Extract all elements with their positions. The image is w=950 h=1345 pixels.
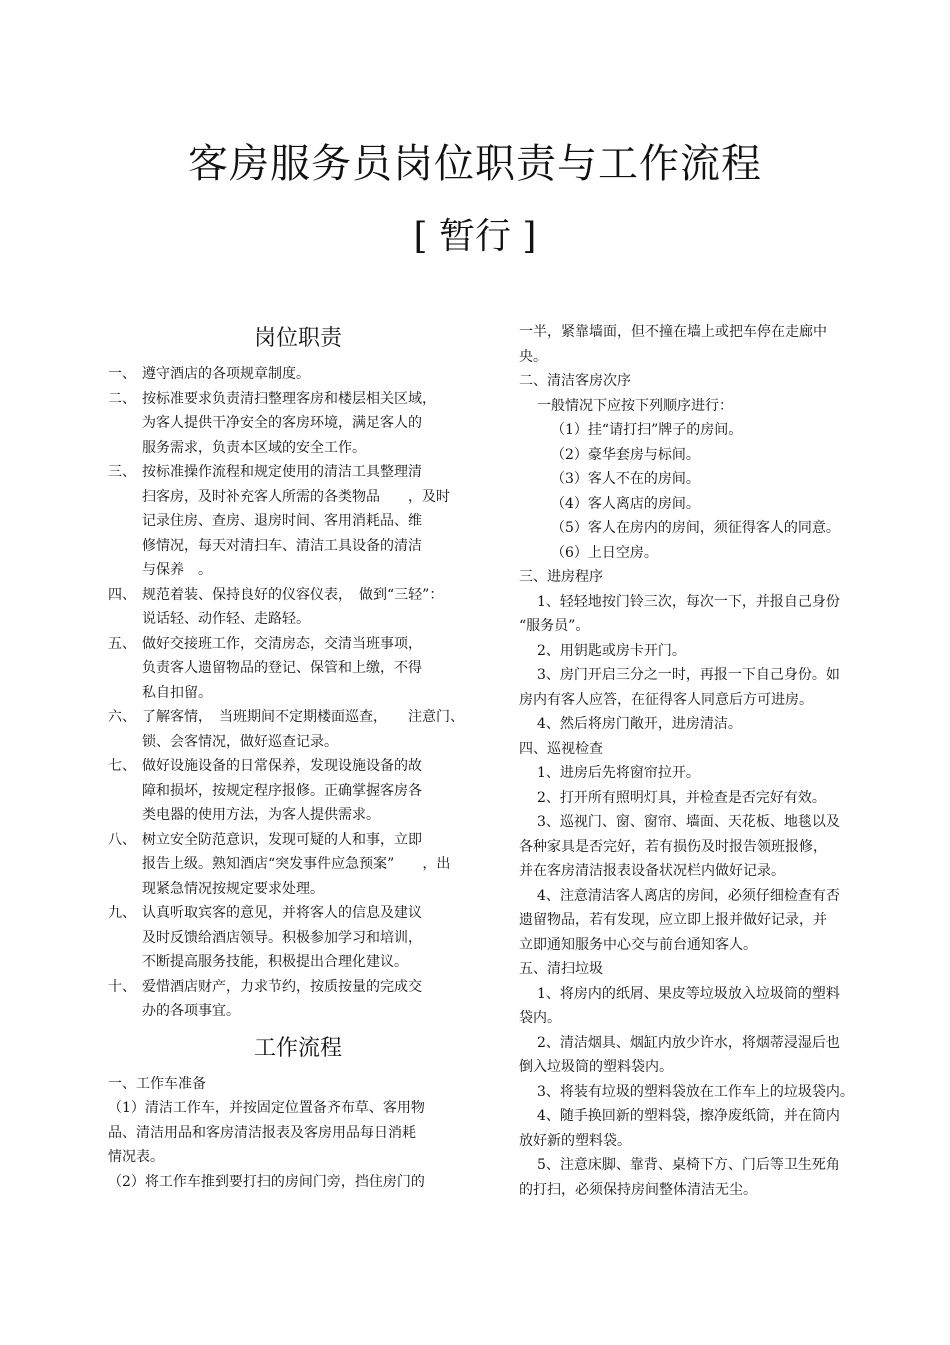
text-line: 2、用钥匙或房卡开门。 [537,642,686,659]
text-line: 4、注意清洁客人离店的房间，必须仔细检查有否 [537,887,840,904]
document-subtitle: [ 暂行 ] [413,216,537,257]
duty-line: 报告上级。熟知酒店“突发事件应急预案” ，出 [142,856,451,872]
section-heading-workflow: 工作流程 [253,1035,342,1061]
workflow-line: （1）清洁工作车，并按固定位置备齐布草、客用物 [108,1100,425,1116]
text-line: 3、将装有垃圾的塑料袋放在工作车上的垃圾袋内。 [537,1083,854,1100]
duty-text [142,754,488,828]
duty-line: 障和损坏，按规定程序报修。正确掌握客房各 [142,782,422,799]
text-line: （1）挂“请打扫”牌子的房间。 [551,422,743,438]
text-line: 1、轻轻地按门铃三次，每次一下，并报自己身份 [537,593,840,610]
duty-line: 现紧急情况按规定要求处理。 [142,880,324,897]
duty-number: 十、 [108,978,136,995]
duty-number: 三、 [108,464,136,480]
duty-item [108,901,488,975]
text-line: 并在客房清洁报表设备状况栏内做好记录。 [519,863,785,879]
duty-line: 为客人提供干净安全的客房环境，满足客人的 [142,415,422,431]
duty-item [108,460,488,583]
text-line: 2、清洁烟具、烟缸内放少许水，将烟蒂浸湿后也 [537,1034,840,1051]
text-line: 袋内。 [519,1010,561,1026]
text-line: 五、清扫垃圾 [519,961,603,977]
text-line: 各种家具是否完好，若有损伤及时报告领班报修， [519,838,827,855]
duty-line: 锁、会客情况，做好巡查记录。 [142,733,338,750]
text-line: 立即通知服务中心交与前台通知客人。 [519,936,757,953]
text-line: 1、进房后先将窗帘拉开。 [537,765,700,781]
duty-number: 二、 [108,390,136,407]
duty-line: 服务需求，负责本区域的安全工作。 [142,439,366,456]
duty-text [142,362,488,387]
duty-text [142,387,488,461]
duty-text [142,901,488,975]
duty-number: 六、 [108,709,136,725]
duty-text [142,705,488,754]
workflow-line: 情况表。 [108,1149,164,1165]
section-heading-duties: 岗位职责 [253,326,342,351]
duty-item [108,705,488,754]
duty-text [142,632,488,706]
duty-text [142,583,488,632]
text-line: “服务员”。 [519,618,590,634]
duty-line: 负责客人遗留物品的登记、保管和上缴，不得 [142,660,422,676]
text-line: 一半，紧靠墙面，但不撞在墙上或把车停在走廊中 [519,324,827,340]
duty-line: 及时反馈给酒店领导。积极参加学习和培训， [142,929,422,946]
duty-line: 树立安全防范意识，发现可疑的人和事，立即 [142,831,422,848]
duty-item [108,387,488,461]
duty-number: 七、 [108,758,136,774]
duty-line: 与保养 。 [142,562,212,578]
text-line: 4、随手换回新的塑料袋，擦净废纸筒，并在筒内 [537,1108,840,1124]
duty-line: 修情况，每天对清扫车、清洁工具设备的清洁 [142,537,422,554]
text-line: 倒入垃圾筒的塑料袋内。 [519,1059,673,1075]
workflow-line: （2）将工作车推到要打扫的房间门旁，挡住房门的 [108,1173,425,1190]
workflow-line: 品、清洁用品和客房清洁报表及客房用品每日消耗 [108,1124,416,1141]
text-line: 一般情况下应按下列顺序进行： [537,397,733,414]
duty-text [142,828,488,902]
text-line: （3）客人不在的房间。 [551,471,700,487]
document-title: 客房服务员岗位职责与工作流程 [188,141,762,187]
text-line: 二、清洁客房次序 [519,373,631,389]
duty-item [108,362,488,387]
duty-line: 按标准操作流程和规定使用的清洁工具整理清 [142,464,422,480]
duty-number: 八、 [108,831,136,848]
text-line: （6）上日空房。 [551,544,658,561]
text-line: 1、将房内的纸屑、果皮等垃圾放入垃圾筒的塑料 [537,985,840,1002]
right-column-text [519,320,869,1202]
duty-line: 记录住房、查房、退房时间、客用消耗品、维 [142,513,422,529]
text-line: 2、打开所有照明灯具，并检查是否完好有效。 [537,789,826,806]
duty-number: 九、 [108,905,136,921]
right-column [519,320,869,1202]
duty-line: 爱惜酒店财产，力求节约，按质按量的完成交 [142,978,422,995]
duty-number: 一、 [108,366,136,382]
duty-line: 了解客情， 当班期间不定期楼面巡查， 注意门、 [142,709,464,725]
left-column [108,320,488,1194]
duty-text [142,975,488,1024]
duty-item [108,583,488,632]
text-line: 遗留物品，若有发现，应立即上报并做好记录，并 [519,912,827,928]
text-line: 放好新的塑料袋。 [519,1132,631,1149]
text-line: 四、巡视检查 [519,740,603,757]
workflow-paragraph [108,1096,488,1194]
text-line: 3、房门开启三分之一时，再报一下自己身份。如 [537,667,840,683]
workflow-step-heading: 一、工作车准备 [108,1075,206,1092]
text-line: 的打扫，必须保持房间整体清洁无尘。 [519,1181,757,1198]
duties-list [108,362,488,1024]
duty-text [142,460,488,583]
text-line: 3、巡视门、窗、窗帘、墙面、天花板、地毯以及 [537,814,840,830]
duty-number: 五、 [108,635,136,652]
duty-line: 不断提高服务技能，积极提出合理化建议。 [142,954,408,970]
duty-line: 扫客房，及时补充客人所需的各类物品 ，及时 [142,488,450,505]
text-line: 5、注意床脚、靠背、桌椅下方、门后等卫生死角 [537,1157,840,1173]
duty-number: 四、 [108,586,136,603]
duty-line: 做好设施设备的日常保养，发现设施设备的故 [142,758,422,774]
duty-line: 认真听取宾客的意见，并将客人的信息及建议 [142,905,422,921]
duty-line: 类电器的使用方法，为客人提供需求。 [142,807,380,823]
duty-line: 做好交接班工作，交清房态，交清当班事项， [142,635,422,652]
duty-line: 私自扣留。 [142,684,212,701]
duty-item [108,828,488,902]
duty-item [108,754,488,828]
text-line: 三、进房程序 [519,569,603,585]
text-line: 4、然后将房门敞开，进房清洁。 [537,716,742,732]
duty-line: 遵守酒店的各项规章制度。 [142,366,310,382]
duty-line: 规范着装、保持良好的仪容仪表， 做到“三轻”： [142,586,444,603]
duty-line: 办的各项事宜。 [142,1003,240,1019]
text-line: （5）客人在房内的房间，须征得客人的同意。 [551,520,840,536]
duty-item [108,975,488,1024]
duty-item [108,632,488,706]
text-line: 央。 [519,348,547,365]
text-line: （2）豪华套房与标间。 [551,446,700,463]
text-line: 房内有客人应答，在征得客人同意后方可进房。 [519,691,813,708]
duty-line: 按标准要求负责清扫整理客房和楼层相关区域， [142,390,436,407]
duty-line: 说话轻、动作轻、走路轻。 [142,611,310,627]
text-line: （4）客人离店的房间。 [551,495,700,512]
